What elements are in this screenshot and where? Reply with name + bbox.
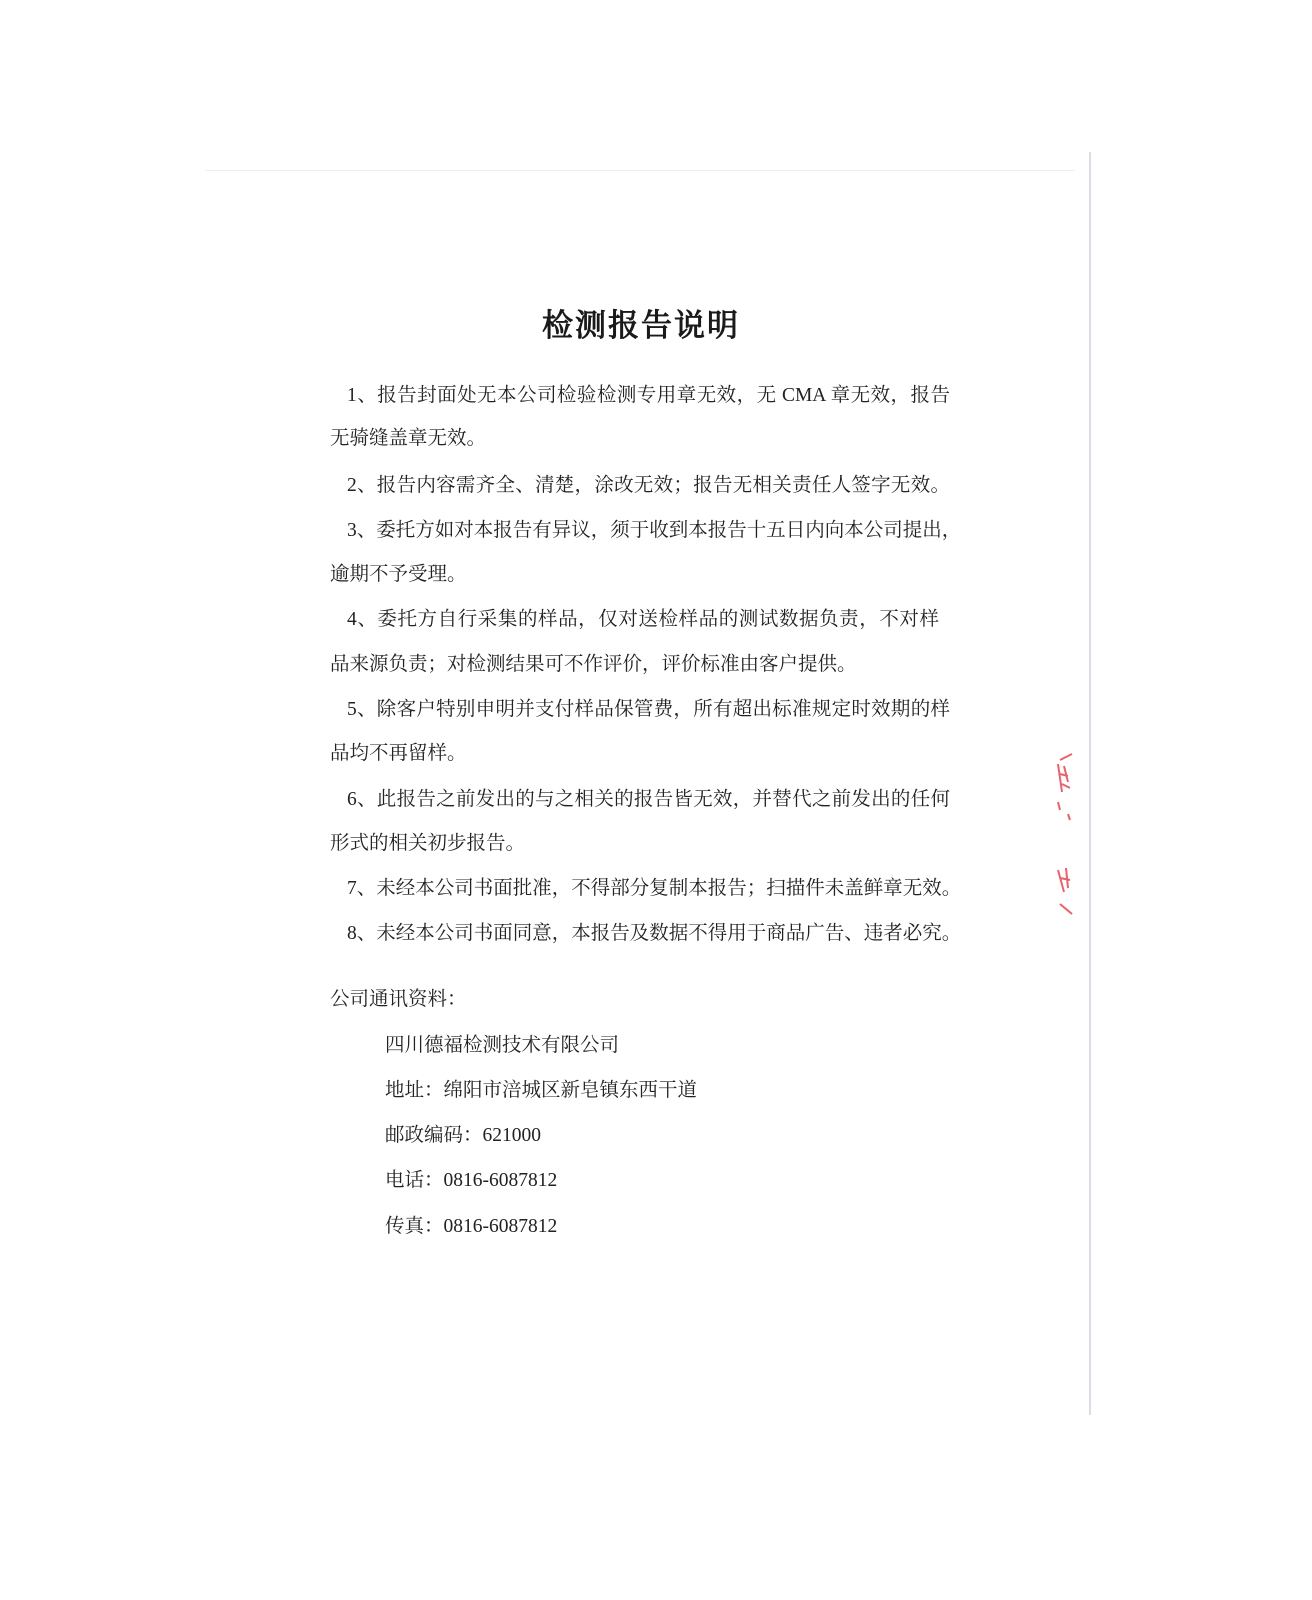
company-postcode: 邮政编码：621000 xyxy=(385,1125,542,1146)
contact-heading: 公司通讯资料： xyxy=(330,989,467,1010)
page-title: 检测报告说明 xyxy=(542,308,740,343)
company-phone: 电话：0816-6087812 xyxy=(385,1170,558,1191)
note-6-line-1: 6、此报告之前发出的与之相关的报告皆无效，并替代之前发出的任何 xyxy=(347,789,950,810)
company-address: 地址：绵阳市涪城区新皂镇东西干道 xyxy=(385,1080,698,1101)
partial-seal-stamp xyxy=(1052,752,1078,917)
page-top-border xyxy=(205,170,1075,171)
note-1-line-1: 1、报告封面处无本公司检验检测专用章无效，无 CMA 章无效，报告 xyxy=(347,385,950,406)
note-7: 7、未经本公司书面批准，不得部分复制本报告；扫描件未盖鲜章无效。 xyxy=(347,878,962,899)
note-8: 8、未经本公司书面同意，本报告及数据不得用于商品广告、违者必究。 xyxy=(347,923,962,944)
note-3-line-2: 逾期不予受理。 xyxy=(330,564,467,585)
note-4-line-2: 品来源负责；对检测结果可不作评价，评价标准由客户提供。 xyxy=(330,654,857,675)
note-5-line-1: 5、除客户特别申明并支付样品保管费，所有超出标准规定时效期的样 xyxy=(347,699,950,720)
company-name: 四川德福检测技术有限公司 xyxy=(385,1035,620,1056)
note-3-line-1: 3、委托方如对本报告有异议，须于收到本报告十五日内向本公司提出， xyxy=(347,520,962,541)
note-1-line-2: 无骑缝盖章无效。 xyxy=(330,428,487,449)
company-fax: 传真：0816-6087812 xyxy=(385,1216,558,1237)
note-5-line-2: 品均不再留样。 xyxy=(330,743,467,764)
note-2: 2、报告内容需齐全、清楚，涂改无效；报告无相关责任人签字无效。 xyxy=(347,475,950,496)
note-4-line-1: 4、委托方自行采集的样品，仅对送检样品的测试数据负责，不对样 xyxy=(347,609,939,630)
note-6-line-2: 形式的相关初步报告。 xyxy=(330,833,526,854)
